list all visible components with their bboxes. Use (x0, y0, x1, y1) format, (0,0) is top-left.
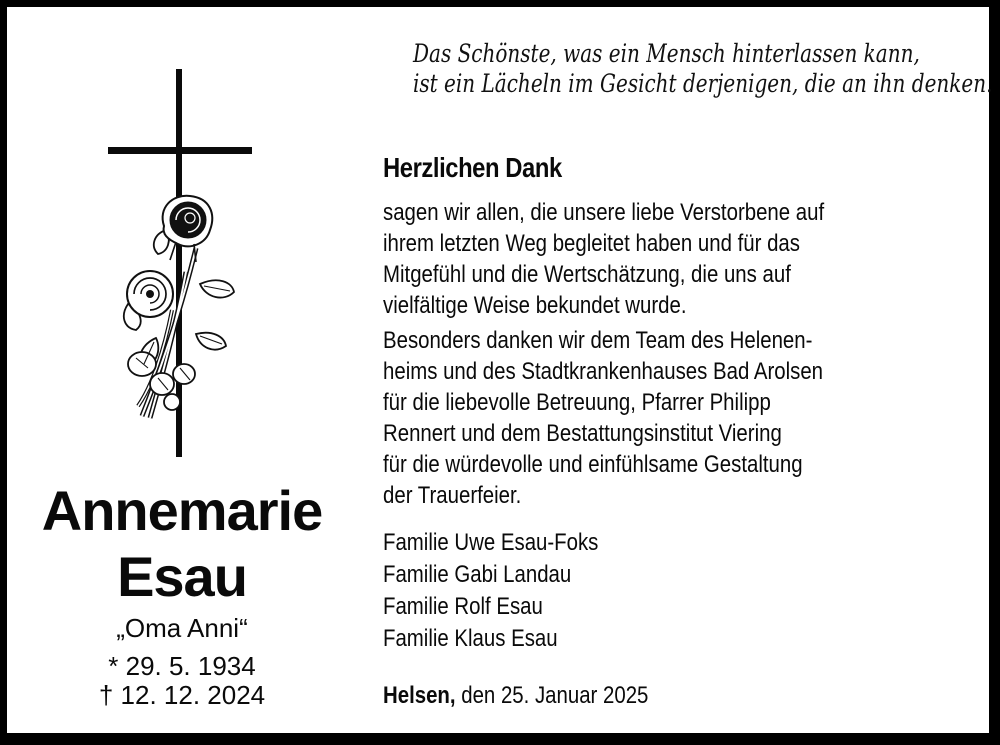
text-line: der Trauerfeier. (383, 482, 522, 509)
family-list-item: Familie Uwe Esau-Foks (383, 529, 599, 556)
deceased-last-name: Esau (117, 545, 247, 608)
family-list (383, 527, 598, 655)
family-list-item: Familie Klaus Esau (383, 625, 558, 652)
scan-edge-right (989, 0, 1000, 745)
roses-icon (112, 186, 242, 426)
scan-edge-top (0, 0, 1000, 7)
deceased-first-name: Annemarie (41, 479, 323, 542)
signoff-line (383, 682, 648, 710)
quote-line-1: Das Schönste, was ein Mensch hinterlassen kann, (413, 39, 920, 68)
signoff-place: Helsen, (383, 682, 456, 709)
scan-edge-left (0, 0, 7, 745)
text-line: sagen wir allen, die unsere liebe Verstorbene auf (383, 199, 825, 226)
birth-date: * 29. 5. 1934 (108, 651, 256, 681)
deceased-name (10, 478, 354, 610)
death-date: † 12. 12. 2024 (98, 680, 266, 710)
family-list-item: Familie Rolf Esau (383, 593, 543, 620)
text-line: ihrem letzten Weg begleitet haben und für das (383, 230, 800, 257)
text-line: für die würdevolle und einfühlsame Gestaltung (383, 451, 803, 478)
text-line: Besonders danken wir dem Team des Helenen- (383, 327, 813, 354)
thanks-paragraph-2 (383, 325, 823, 511)
text-line: Mitgefühl und die Wertschätzung, die uns auf (383, 261, 791, 288)
text-line: für die liebevolle Betreuung, Pfarrer Philipp (383, 389, 771, 416)
signoff-date: den 25. Januar 2025 (461, 682, 649, 709)
family-list-item: Familie Gabi Landau (383, 561, 572, 588)
thanks-heading: Herzlichen Dank (383, 152, 562, 183)
text-line: vielfältige Weise bekundet wurde. (383, 292, 687, 319)
text-line: heims und des Stadtkrankenhauses Bad Arolsen (383, 358, 824, 385)
cross-horizontal-bar (108, 147, 252, 154)
text-line: Rennert und dem Bestattungsinstitut Viering (383, 420, 782, 447)
memorial-quote (413, 39, 992, 99)
deceased-nickname: „Oma Anni“ (116, 613, 248, 643)
quote-line-2: ist ein Lächeln im Gesicht derjenigen, die an ihn denken. (413, 69, 993, 98)
scan-edge-bottom (0, 733, 1000, 745)
thanks-paragraph-1 (383, 197, 824, 321)
